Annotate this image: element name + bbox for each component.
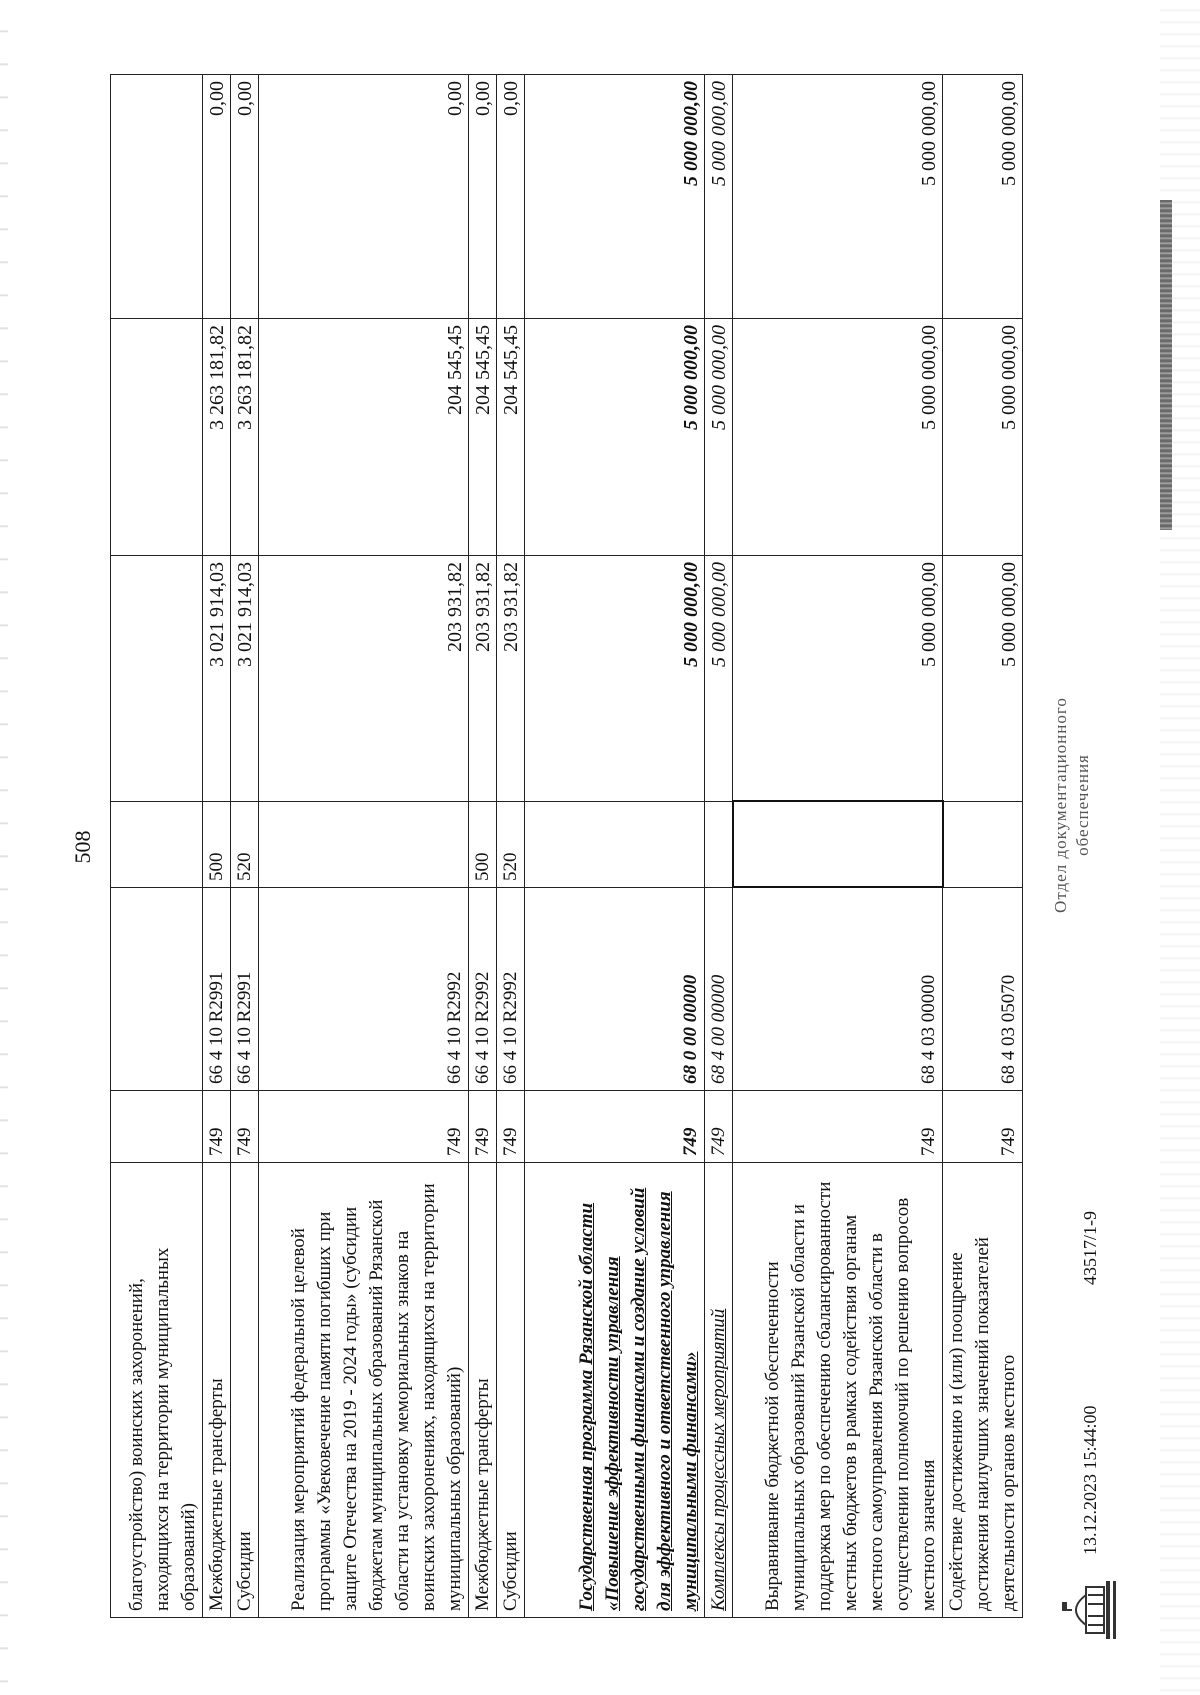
expense-type-code: 500 <box>469 802 497 888</box>
row-name: Реализация мероприятий федеральной целевой программы «Увековечение памяти погибших при защите Отечества на 2019 - 2024 годы» (субсидии бюджетам муниципальных образований Рязанской области на установку мемориальных знаков на воинских захоронениях, находящихся на территории муниципальных образований) <box>259 1163 469 1618</box>
department-stamp <box>1050 675 1094 935</box>
amount-2024: 203 931,82 <box>469 556 497 802</box>
amount-2024 <box>111 556 203 802</box>
amount-2024: 203 931,82 <box>497 556 525 802</box>
csr-code: 68 0 00 00000 <box>525 888 705 1091</box>
csr-code: 68 4 03 05070 <box>943 888 1023 1091</box>
csr-code: 66 4 10 R2991 <box>203 888 231 1091</box>
amount-2026: 0,00 <box>469 75 497 319</box>
csr-code: 66 4 10 R2991 <box>231 888 259 1091</box>
csr-code <box>111 888 203 1091</box>
expense-type-code: 500 <box>203 802 231 888</box>
ministry-code: 749 <box>259 1091 469 1163</box>
csr-code: 66 4 10 R2992 <box>259 888 469 1091</box>
table-row <box>231 75 259 1618</box>
csr-code: 66 4 10 R2992 <box>497 888 525 1091</box>
row-name: Субсидии <box>497 1163 525 1618</box>
department-stamp-line-2: обеспечения <box>1073 754 1092 856</box>
amount-2024: 203 931,82 <box>259 556 469 802</box>
amount-2025: 204 545,45 <box>497 319 525 556</box>
table-row <box>497 75 525 1618</box>
amount-2024: 5 000 000,00 <box>943 556 1023 802</box>
amount-2024: 5 000 000,00 <box>705 556 733 802</box>
amount-2025: 5 000 000,00 <box>705 319 733 556</box>
table-row <box>733 75 943 1618</box>
table-row <box>259 75 469 1618</box>
row-name: Содействие достижению и (или) поощрение достижения наилучших значений показателей деятельности органов местного <box>943 1163 1023 1618</box>
department-stamp-line-1: Отдел документационного <box>1051 697 1070 913</box>
csr-code: 68 4 00 00000 <box>705 888 733 1091</box>
table-row <box>203 75 231 1618</box>
amount-2024: 3 021 914,03 <box>203 556 231 802</box>
amount-2024: 5 000 000,00 <box>525 556 705 802</box>
table-row <box>525 75 705 1618</box>
expense-type-code: 520 <box>497 802 525 888</box>
row-name: Межбюджетные трансферты <box>469 1163 497 1618</box>
registration-timestamp: 13.12.2023 15:44:00 <box>1080 1405 1100 1555</box>
expense-type-code <box>259 802 469 888</box>
csr-code: 68 4 03 00000 <box>733 888 943 1091</box>
ministry-code <box>111 1091 203 1163</box>
expense-type-code <box>705 802 733 888</box>
amount-2026: 0,00 <box>231 75 259 319</box>
ministry-code: 749 <box>497 1091 525 1163</box>
ministry-code: 749 <box>203 1091 231 1163</box>
row-name: благоустройство) воинских захоронений, находящихся на территории муниципальных образований) <box>111 1163 203 1618</box>
amount-2026: 0,00 <box>259 75 469 319</box>
amount-2026: 5 000 000,00 <box>943 75 1023 319</box>
amount-2025: 3 263 181,82 <box>203 319 231 556</box>
table-row <box>111 75 203 1618</box>
csr-code: 66 4 10 R2992 <box>469 888 497 1091</box>
ministry-code: 749 <box>705 1091 733 1163</box>
ministry-code: 749 <box>469 1091 497 1163</box>
row-name: Выравнивание бюджетной обеспеченности муниципальных образований Рязанской области и поддержка мер по обеспечению сбалансированности местных бюджетов в рамках содействия органам местного самоуправления Рязанской области в осуществлении полномочий по решению вопросов местного значения <box>733 1163 943 1618</box>
budget-table <box>110 74 1023 1618</box>
amount-2025: 5 000 000,00 <box>943 319 1023 556</box>
amount-2026: 5 000 000,00 <box>525 75 705 319</box>
row-name: Межбюджетные трансферты <box>203 1163 231 1618</box>
amount-2024: 5 000 000,00 <box>733 556 943 802</box>
amount-2026: 5 000 000,00 <box>733 75 943 319</box>
amount-2024: 3 021 914,03 <box>231 556 259 802</box>
amount-2026 <box>111 75 203 319</box>
amount-2025: 204 545,45 <box>259 319 469 556</box>
expense-type-code: 520 <box>231 802 259 888</box>
expense-type-code <box>943 802 1023 888</box>
amount-2026: 0,00 <box>203 75 231 319</box>
page-number: 508 <box>70 830 95 864</box>
ministry-code: 749 <box>525 1091 705 1163</box>
expense-type-code <box>733 802 943 888</box>
expense-type-code <box>111 802 203 888</box>
table-row <box>943 75 1023 1618</box>
row-name: Государственная программа Рязанской области «Повышение эффективности управления государственными финансами и создание условий для эффективного и ответственного управления муниципальными финансами» <box>525 1163 705 1618</box>
duma-building-icon <box>1058 1575 1120 1645</box>
amount-2025: 5 000 000,00 <box>733 319 943 556</box>
document-number: 43517/1-9 <box>1080 1211 1100 1285</box>
row-name: Комплексы процессных мероприятий <box>705 1163 733 1618</box>
amount-2025: 3 263 181,82 <box>231 319 259 556</box>
amount-2026: 5 000 000,00 <box>705 75 733 319</box>
table-row <box>705 75 733 1618</box>
table-row <box>469 75 497 1618</box>
expense-type-code <box>525 802 705 888</box>
amount-2026: 0,00 <box>497 75 525 319</box>
ministry-code: 749 <box>733 1091 943 1163</box>
amount-2025: 5 000 000,00 <box>525 319 705 556</box>
row-name: Субсидии <box>231 1163 259 1618</box>
amount-2025: 204 545,45 <box>469 319 497 556</box>
ministry-code: 749 <box>231 1091 259 1163</box>
amount-2025 <box>111 319 203 556</box>
ministry-code: 749 <box>943 1091 1023 1163</box>
